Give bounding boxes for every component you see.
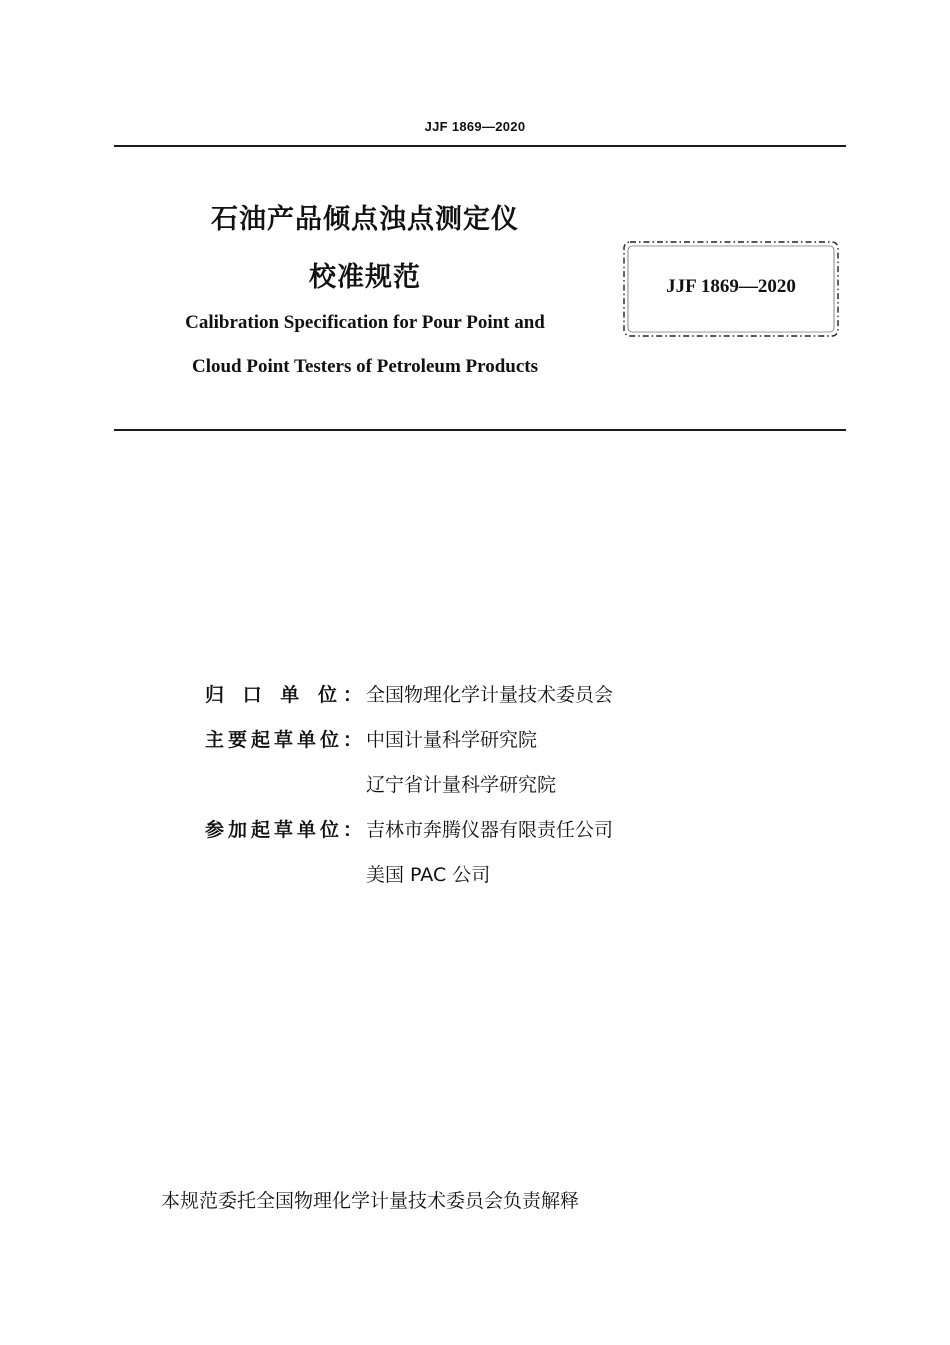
- title-zh-line2: 校准规范: [309, 262, 421, 293]
- header-code: JJF 1869—2020: [424, 119, 526, 134]
- org-participating-label: 参加起草单位：: [205, 819, 362, 841]
- title-zh-line1: 石油产品倾点浊点测定仪: [211, 204, 519, 235]
- bottom-rule: [114, 429, 846, 431]
- org-responsible-value: 全国物理化学计量技术委员会: [366, 684, 614, 706]
- org-responsible-row: [205, 682, 613, 708]
- org-responsible-label: 归 口 单 位：: [205, 684, 362, 706]
- org-participating-row-1: [205, 817, 613, 843]
- org-main-drafter-row-1: [205, 727, 537, 753]
- title-en-line1: Calibration Specification for Pour Point and: [185, 312, 545, 333]
- title-en-line2: Cloud Point Testers of Petroleum Products: [191, 356, 539, 377]
- code-box: [620, 238, 842, 340]
- top-rule: [114, 145, 846, 147]
- org-main-drafter-1: 中国计量科学研究院: [366, 729, 538, 751]
- org-main-drafters-label: 主要起草单位：: [205, 729, 362, 751]
- org-participating-1: 吉林市奔腾仪器有限责任公司: [366, 819, 614, 841]
- code-box-text: JJF 1869—2020: [666, 276, 796, 297]
- org-main-drafter-row-2: [205, 772, 556, 798]
- org-main-drafter-2: 辽宁省计量科学研究院: [366, 774, 557, 796]
- org-participating-row-2: [205, 862, 490, 888]
- footer-note: 本规范委托全国物理化学计量技术委员会负责解释: [161, 1190, 580, 1212]
- org-participating-2: 美国 PAC 公司: [366, 864, 491, 886]
